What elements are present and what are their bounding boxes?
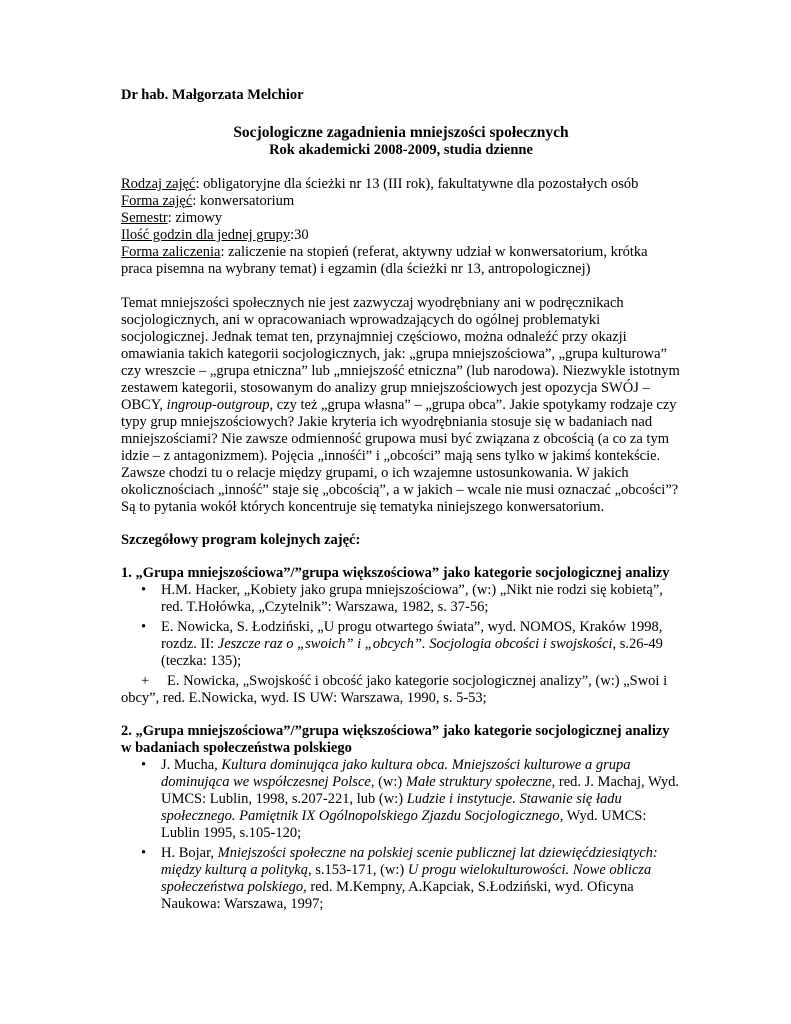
bullet-icon: • bbox=[141, 619, 147, 635]
reference-text: , red. J. Machaj, Wyd. UMCS: Lublin, 1998, s.207-221, lub (w:) bbox=[161, 774, 679, 807]
meta-zaliczenie-value: : zaliczenie na stopień (referat, aktywny udział w konwersatorium, krótka praca pisemna na wybrany temat) i egzamin (dla ścieżki nr 13, antropologicznej) bbox=[121, 244, 648, 277]
reference-text: , red. M.Kempny, A.Kapciak, S.Łodziński, wyd. Oficyna Naukowa: Warszawa, 1997; bbox=[161, 879, 634, 912]
meta-rodzaj-value: : obligatoryjne dla ścieżki nr 13 (III rok), fakultatywne dla pozostałych osób bbox=[195, 176, 639, 192]
author-name: Dr hab. Małgorzata Melchior bbox=[121, 87, 304, 103]
reference-item bbox=[121, 757, 681, 842]
reference-text: E. Nowicka, S. Łodziński, „U progu otwartego świata”, wyd. NOMOS, Kraków 1998, rozdz. II: bbox=[161, 619, 663, 652]
topic-title: 1. „Grupa mniejszościowa”/”grupa większościowa” jako kategorie socjologicznej analizy bbox=[121, 565, 670, 581]
reference-italic: Mniejszości społeczne na polskiej scenie publicznej lat dziewięćdziesiątych: między kulturą a polityką bbox=[161, 845, 658, 878]
document-page bbox=[121, 87, 681, 916]
meta-zaliczenie-label: Forma zaliczenia bbox=[121, 244, 221, 260]
bullet-icon: • bbox=[141, 582, 147, 598]
meta-zaliczenie bbox=[121, 244, 681, 278]
bullet-icon: • bbox=[141, 845, 147, 861]
reference-text: E. Nowicka, „Swojskość i obcość jako kategorie socjologicznej analizy”, (w:) „Swoi i obcy”, red. E.Nowicka, wyd. IS UW: Warszawa, 1990, s. 5-53; bbox=[121, 673, 668, 706]
course-meta bbox=[121, 176, 681, 278]
reference-italic: Małe struktury społeczne bbox=[405, 774, 552, 790]
meta-rodzaj-label: Rodzaj zajęć bbox=[121, 176, 196, 192]
plus-icon: + bbox=[141, 673, 150, 689]
reference-text: H. Bojar, bbox=[161, 845, 218, 861]
intro-paragraph bbox=[121, 295, 681, 516]
meta-rodzaj bbox=[121, 176, 681, 193]
reference-text: H.M. Hacker, „Kobiety jako grupa mniejszościowa”, (w:) „Nikt nie rodzi się kobietą”, red. T.Hołówka, „Czytelnik”: Warszawa, 1982, s. 37-56; bbox=[161, 582, 663, 615]
reference-text: , s.153-171, (w:) bbox=[307, 862, 408, 878]
bullet-icon: • bbox=[141, 757, 147, 773]
program-heading: Szczegółowy program kolejnych zajęć: bbox=[121, 532, 361, 548]
reference-text: , Wyd. UMCS: Lublin 1995, s.105-120; bbox=[161, 808, 647, 841]
reference-item bbox=[121, 845, 681, 913]
course-title: Socjologiczne zagadnienia mniejszości społecznych bbox=[233, 124, 569, 141]
intro-text-1: Temat mniejszości społecznych nie jest zazwyczaj wyodrębniany ani w podręcznikach socjologicznych, ani w opracowaniach wprowadzających do ogólnej problematyki socjologicznej. Jednak temat ten, przynajmniej częściowo, można odnaleźć przy okazji omawiania takich kategorii socjologicznych, jak: „grupa mniejszościowa”, „grupa kulturowa” czy wreszcie – „grupa etniczna” lub „mniejszość etniczna” (lub narodowa). Niezwykle istotnym zestawem kategorii, stosowanym do analizy grup mniejszościowych jest opozycja SWÓJ – OBCY, bbox=[121, 295, 680, 413]
reference-italic: Jeszcze raz o „swoich” i „obcych”. Socjologia obcości i swojskości bbox=[217, 636, 613, 652]
meta-forma-label: Forma zajęć bbox=[121, 193, 193, 209]
reference-text: , s.26-49 (teczka: 135); bbox=[161, 636, 663, 669]
reference-list bbox=[121, 582, 681, 707]
intro-text-italic: ingroup-outgroup bbox=[166, 397, 270, 413]
reference-italic: Kultura dominująca jako kultura obca. Mniejszości kulturowe a grupa dominująca we współczesnej Polsce bbox=[161, 757, 631, 790]
intro-text-2: , czy też „grupa własna” – „grupa obca”. Jakie spotykamy rodzaje czy typy grup mniejszościowych? Jakie kryteria ich wyodrębniania stosuje się w badaniach nad mniejszościami? Nie zawsze odmienność grupowa musi być związana z obcością (a co za tym idzie – z antagonizmem). Pojęcia „innośći” i „obcości” mają sens tylko w jakimś kontekście. Zawsze chodzi tu o relacje między grupami, o ich wzajemne ustosunkowania. W jakich okolicznościach „inność” staje się „obcością”, a w jakich – wcale nie musi oznaczać „obcości”? Są to pytania wokół których koncentruje się tematyka niniejszego konwersatorium. bbox=[121, 397, 679, 515]
meta-semestr-label: Semestr bbox=[121, 210, 168, 226]
meta-forma-value: : konwersatorium bbox=[192, 193, 295, 209]
meta-godziny bbox=[121, 227, 681, 244]
reference-item bbox=[121, 673, 681, 707]
meta-semestr-value: : zimowy bbox=[167, 210, 223, 226]
reference-text: J. Mucha, bbox=[161, 757, 222, 773]
meta-godziny-value: :30 bbox=[290, 227, 309, 243]
reference-item bbox=[121, 619, 681, 670]
meta-semestr bbox=[121, 210, 681, 227]
reference-text: , (w:) bbox=[370, 774, 406, 790]
reference-italic: U progu wielokulturowości. Nowe oblicza społeczeństwa polskiego bbox=[161, 862, 652, 895]
reference-list bbox=[121, 757, 681, 913]
meta-godziny-label: Ilość godzin dla jednej grupy bbox=[121, 227, 291, 243]
reference-item bbox=[121, 582, 681, 616]
topic-title: 2. „Grupa mniejszościowa”/”grupa większościowa” jako kategorie socjologicznej analizy w badaniach społeczeństwa polskiego bbox=[121, 723, 670, 756]
course-subtitle: Rok akademicki 2008-2009, studia dzienne bbox=[269, 142, 533, 158]
meta-forma bbox=[121, 193, 681, 210]
reference-italic: Ludzie i instytucje. Stawanie się ładu społecznego. Pamiętnik IX Ogólnopolskiego Zjazdu Socjologicznego bbox=[161, 791, 622, 824]
